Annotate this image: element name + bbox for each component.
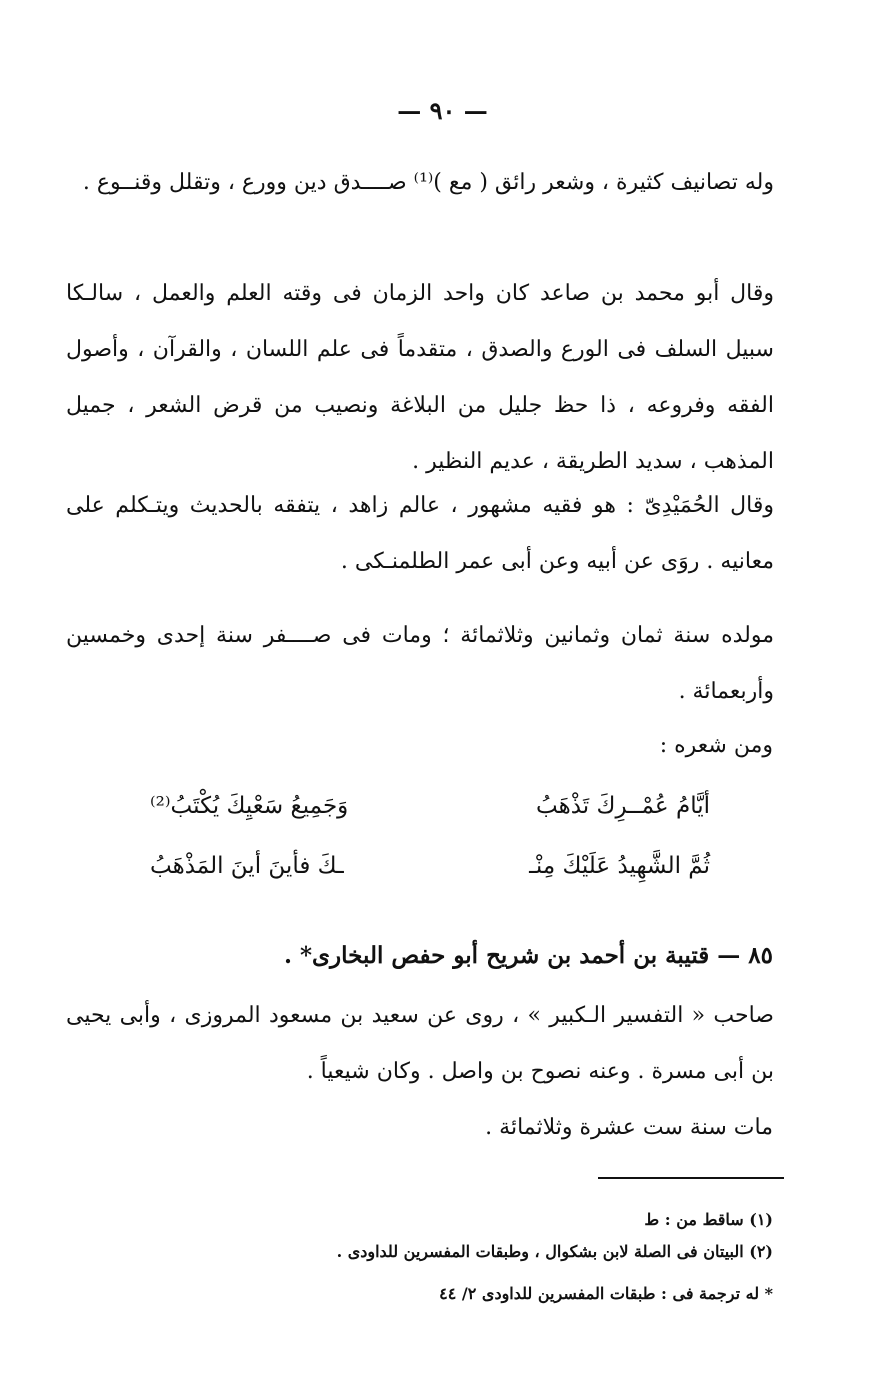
page-number: — ٩٠ — <box>397 96 488 125</box>
paragraph-qutayba-bio: صاحب « التفسير الـكبير » ، روى عن سعيد بن مسعود المروزى ، وأبى يحيى بن أبى مسرة . وعنه نصوح بن واصل . وكان شيعياً . <box>66 1003 774 1084</box>
paragraph-ibn-saed-quote: وقال أبو محمد بن صاعد كان واحد الزمان فى وقته العلم والعمل ، سالـكا سبيل السلف فى الورع والصدق ، متقدماً فى علم اللسان ، والقرآن ، وأصول الفقه وفروعه ، ذا حظ جليل من البلاغة ونصيب من قرض الشعر ، جميل المذهب ، سديد الطريقة ، عديم النظير . <box>66 281 774 474</box>
paragraph-birth-death: مولده سنة ثمان وثمانين وثلاثمائة ؛ ومات فى صــــفر سنة إحدى وخمسين وأربعمائة . <box>66 623 774 704</box>
verse-second-hemistich: ـكَ فأينَ أينَ المَذْهَبُ <box>150 853 344 879</box>
footnote-2: (٢) البيتان فى الصلة لابن بشكوال ، وطبقات المفسرين للداودى . <box>336 1242 773 1261</box>
paragraph-humaydi-quote: وقال الحُمَيْدِىّ : هو فقيه مشهور ، عالم زاهد ، يتفقه بالحديث ويتـكلم على معانيه . روَى عن أبيه وعن أبى عمر الطلمنـكى . <box>66 493 774 574</box>
footnote-divider <box>598 1177 784 1179</box>
paragraph-works: وله تصانيف كثيرة ، وشعر رائق ( مع )⁽¹⁾ صــــدق دين وورع ، وتقلل وقنــوع . <box>82 170 774 195</box>
verse-second-hemistich: وَجَمِيعُ سَعْيِكَ يُكْتَبُ⁽²⁾ <box>150 793 349 819</box>
verse-first-hemistich: ثُمَّ الشَّهِيدُ عَلَيْكَ مِنْـ <box>529 853 710 879</box>
paragraph-qutayba-death: مات سنة ست عشرة وثلاثمائة . <box>485 1115 773 1140</box>
verse-first-hemistich: أيَّامُ عُمْــرِكَ تَذْهَبُ <box>536 793 710 819</box>
footnote-entry-reference: * له ترجمة فى : طبقات المفسرين للداودى ٢/ ٤٤ <box>439 1284 773 1303</box>
entry-heading: ٨٥ — قتيبة بن أحمد بن شريح أبو حفص البخارى* . <box>284 942 773 969</box>
poetry-intro: ومن شعره : <box>659 733 773 758</box>
poem-verse <box>150 838 710 894</box>
footnote-1: (١) ساقط من : ط <box>644 1210 773 1229</box>
poem-verse <box>150 778 710 834</box>
